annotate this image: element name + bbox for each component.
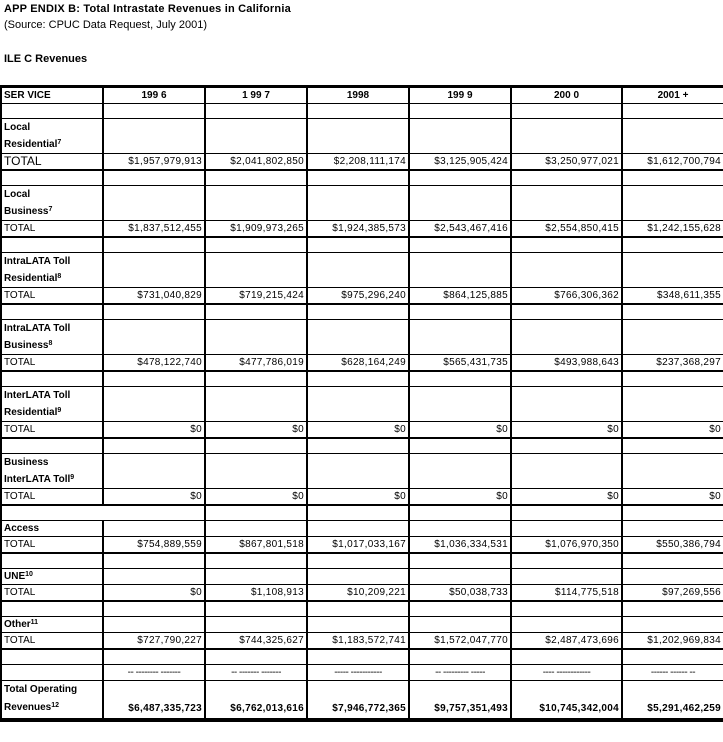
total-value: $864,125,885 bbox=[409, 288, 511, 305]
blank-cell bbox=[622, 186, 723, 221]
total-value: $1,017,033,167 bbox=[307, 537, 409, 554]
total-row bbox=[1, 537, 723, 554]
column-header-1997: 1 99 7 bbox=[205, 87, 307, 104]
total-value: $477,786,019 bbox=[205, 355, 307, 372]
blank-cell bbox=[307, 553, 409, 569]
grand-total-label-line2 bbox=[4, 699, 100, 717]
blank-cell bbox=[307, 304, 409, 320]
total-value: $0 bbox=[103, 489, 205, 506]
category-label-line1: Business bbox=[4, 457, 49, 468]
category-label-line2 bbox=[4, 136, 100, 153]
blank-cell bbox=[1, 438, 103, 454]
blank-cell bbox=[511, 505, 622, 521]
blank-cell bbox=[1, 104, 103, 119]
blank-cell bbox=[511, 617, 622, 633]
blank-cell bbox=[409, 649, 511, 665]
blank-cell bbox=[205, 569, 307, 585]
footnote-ref: 7 bbox=[48, 206, 53, 213]
total-value: $2,208,111,174 bbox=[307, 154, 409, 171]
category-label-text: Residential bbox=[4, 273, 58, 284]
total-label: TOTAL bbox=[1, 422, 103, 439]
blank-cell bbox=[205, 371, 307, 387]
blank-cell bbox=[622, 304, 723, 320]
blank-cell bbox=[205, 186, 307, 221]
blank-cell bbox=[622, 505, 723, 521]
footnote-ref: 10 bbox=[25, 571, 33, 578]
category-label bbox=[1, 119, 103, 154]
spacer-row bbox=[1, 371, 723, 387]
category-label-text: Other bbox=[4, 619, 31, 630]
total-value: $348,611,355 bbox=[622, 288, 723, 305]
blank-cell bbox=[205, 601, 307, 617]
category-row bbox=[1, 569, 723, 585]
blank-cell bbox=[103, 553, 205, 569]
total-value: $0 bbox=[409, 489, 511, 506]
category-label-line1: IntraLATA Toll bbox=[4, 323, 71, 334]
revenue-table bbox=[0, 85, 723, 722]
blank-cell bbox=[511, 371, 622, 387]
category-label-line2 bbox=[4, 471, 100, 488]
spacer-row bbox=[1, 649, 723, 665]
total-value: $0 bbox=[622, 489, 723, 506]
category-label-line2 bbox=[4, 337, 100, 354]
total-value: $0 bbox=[622, 422, 723, 439]
blank-cell bbox=[511, 119, 622, 154]
underline-dashes: ------ ------ -- bbox=[622, 665, 723, 681]
blank-cell bbox=[205, 237, 307, 253]
spacer-row bbox=[1, 438, 723, 454]
blank-cell bbox=[409, 569, 511, 585]
blank-cell bbox=[409, 119, 511, 154]
blank-cell bbox=[307, 104, 409, 119]
blank-cell bbox=[622, 104, 723, 119]
blank-cell bbox=[409, 304, 511, 320]
blank-cell bbox=[511, 104, 622, 119]
footnote-ref: 9 bbox=[70, 474, 75, 481]
total-value: $0 bbox=[307, 489, 409, 506]
blank-cell bbox=[1, 505, 205, 521]
total-value: $550,386,794 bbox=[622, 537, 723, 554]
blank-cell bbox=[307, 505, 409, 521]
column-header-1996: 199 6 bbox=[103, 87, 205, 104]
blank-cell bbox=[103, 104, 205, 119]
grand-total-row bbox=[1, 681, 723, 721]
underline-dashes: ---- ------------ bbox=[511, 665, 622, 681]
page-title: APP ENDIX B: Total Intrastate Revenues in California bbox=[4, 3, 291, 15]
blank-cell bbox=[622, 387, 723, 422]
category-row bbox=[1, 119, 723, 154]
blank-cell bbox=[307, 601, 409, 617]
blank-cell bbox=[205, 438, 307, 454]
total-value: $0 bbox=[103, 585, 205, 602]
total-value: $1,837,512,455 bbox=[103, 221, 205, 238]
category-label bbox=[1, 320, 103, 355]
blank-cell bbox=[511, 170, 622, 186]
category-label-line1: InterLATA Toll bbox=[4, 390, 71, 401]
total-value: $727,790,227 bbox=[103, 633, 205, 650]
category-label-line2 bbox=[4, 270, 100, 287]
blank-cell bbox=[307, 649, 409, 665]
total-row bbox=[1, 154, 723, 171]
total-label: TOTAL bbox=[1, 633, 103, 650]
blank-cell bbox=[409, 253, 511, 288]
total-label: TOTAL bbox=[1, 537, 103, 554]
total-value: $628,164,249 bbox=[307, 355, 409, 372]
total-row bbox=[1, 633, 723, 650]
footnote-ref: 8 bbox=[57, 273, 62, 280]
spacer-row bbox=[1, 505, 723, 521]
blank-cell bbox=[205, 553, 307, 569]
total-value: $1,076,970,350 bbox=[511, 537, 622, 554]
category-label-text: Residential bbox=[4, 139, 58, 150]
blank-cell bbox=[511, 454, 622, 489]
total-row bbox=[1, 288, 723, 305]
blank-cell bbox=[307, 454, 409, 489]
blank-cell bbox=[622, 601, 723, 617]
blank-cell bbox=[622, 253, 723, 288]
blank-cell bbox=[307, 371, 409, 387]
underline-row bbox=[1, 665, 723, 681]
total-value: $0 bbox=[511, 489, 622, 506]
total-value: $975,296,240 bbox=[307, 288, 409, 305]
blank-cell bbox=[409, 553, 511, 569]
blank-cell bbox=[307, 617, 409, 633]
spacer-row bbox=[1, 237, 723, 253]
column-header-1998: 1998 bbox=[307, 87, 409, 104]
category-label-line1: Local bbox=[4, 189, 31, 200]
blank-cell bbox=[103, 253, 205, 288]
blank-cell bbox=[622, 438, 723, 454]
grand-total-value: $5,291,462,259 bbox=[622, 681, 723, 721]
total-value: $2,041,802,850 bbox=[205, 154, 307, 171]
blank-cell bbox=[1, 553, 103, 569]
blank-cell bbox=[1, 601, 103, 617]
blank-cell bbox=[622, 371, 723, 387]
blank-cell bbox=[103, 237, 205, 253]
blank-cell bbox=[409, 237, 511, 253]
blank-cell bbox=[205, 505, 307, 521]
total-value: $97,269,556 bbox=[622, 585, 723, 602]
column-header-2000: 200 0 bbox=[511, 87, 622, 104]
total-value: $478,122,740 bbox=[103, 355, 205, 372]
blank-cell bbox=[622, 320, 723, 355]
total-value: $1,909,973,265 bbox=[205, 221, 307, 238]
total-value: $1,612,700,794 bbox=[622, 154, 723, 171]
spacer-row bbox=[1, 170, 723, 186]
underline-dashes: -- -------- ------- bbox=[103, 665, 205, 681]
total-value: $0 bbox=[307, 422, 409, 439]
blank-cell bbox=[103, 320, 205, 355]
total-value: $719,215,424 bbox=[205, 288, 307, 305]
footnote-ref: 12 bbox=[51, 702, 60, 709]
blank-cell bbox=[103, 304, 205, 320]
total-label: TOTAL bbox=[1, 154, 103, 171]
total-value: $1,036,334,531 bbox=[409, 537, 511, 554]
grand-total-value: $7,946,772,365 bbox=[307, 681, 409, 721]
footnote-ref: 8 bbox=[48, 340, 53, 347]
footnote-ref: 9 bbox=[57, 407, 62, 414]
blank-cell bbox=[1, 649, 103, 665]
blank-cell bbox=[622, 569, 723, 585]
category-label bbox=[1, 186, 103, 221]
total-value: $0 bbox=[205, 422, 307, 439]
blank-cell bbox=[1, 371, 103, 387]
blank-cell bbox=[103, 649, 205, 665]
category-row bbox=[1, 521, 723, 537]
category-label bbox=[1, 454, 103, 489]
underline-dashes: -- --------- ----- bbox=[409, 665, 511, 681]
blank-cell bbox=[307, 521, 409, 537]
blank-cell bbox=[1, 665, 103, 681]
total-label: TOTAL bbox=[1, 221, 103, 238]
blank-cell bbox=[205, 454, 307, 489]
blank-cell bbox=[307, 186, 409, 221]
blank-cell bbox=[409, 104, 511, 119]
source-note: (Source: CPUC Data Request, July 2001) bbox=[4, 19, 207, 31]
blank-cell bbox=[205, 119, 307, 154]
total-value: $1,202,969,834 bbox=[622, 633, 723, 650]
total-value: $754,889,559 bbox=[103, 537, 205, 554]
underline-dashes: -- ------- ------- bbox=[205, 665, 307, 681]
total-label: TOTAL bbox=[1, 489, 103, 506]
blank-cell bbox=[622, 617, 723, 633]
blank-cell bbox=[511, 320, 622, 355]
category-row bbox=[1, 617, 723, 633]
blank-cell bbox=[205, 649, 307, 665]
category-label bbox=[1, 387, 103, 422]
category-label bbox=[1, 617, 103, 633]
grand-total-value: $10,745,342,004 bbox=[511, 681, 622, 721]
blank-cell bbox=[511, 553, 622, 569]
blank-cell bbox=[307, 237, 409, 253]
grand-total-label-text: Revenues bbox=[4, 702, 52, 713]
blank-cell bbox=[622, 553, 723, 569]
total-value: $10,209,221 bbox=[307, 585, 409, 602]
category-label-text: InterLATA Toll bbox=[4, 474, 71, 485]
total-value: $3,125,905,424 bbox=[409, 154, 511, 171]
blank-cell bbox=[511, 253, 622, 288]
total-row bbox=[1, 585, 723, 602]
total-value: $0 bbox=[205, 489, 307, 506]
blank-cell bbox=[205, 521, 307, 537]
grand-total-value: $9,757,351,493 bbox=[409, 681, 511, 721]
blank-cell bbox=[409, 454, 511, 489]
category-label-line2 bbox=[4, 203, 100, 220]
blank-cell bbox=[409, 601, 511, 617]
blank-cell bbox=[622, 521, 723, 537]
total-value: $731,040,829 bbox=[103, 288, 205, 305]
total-label: TOTAL bbox=[1, 355, 103, 372]
total-label: TOTAL bbox=[1, 585, 103, 602]
blank-cell bbox=[205, 304, 307, 320]
footnote-ref: 11 bbox=[30, 619, 39, 626]
blank-cell bbox=[622, 649, 723, 665]
blank-cell bbox=[307, 438, 409, 454]
category-label-text: Business bbox=[4, 206, 49, 217]
blank-cell bbox=[1, 170, 103, 186]
blank-cell bbox=[307, 253, 409, 288]
category-row bbox=[1, 253, 723, 288]
total-value: $237,368,297 bbox=[622, 355, 723, 372]
blank-cell bbox=[103, 371, 205, 387]
blank-cell bbox=[307, 569, 409, 585]
category-row bbox=[1, 320, 723, 355]
total-value: $3,250,977,021 bbox=[511, 154, 622, 171]
blank-cell bbox=[103, 569, 205, 585]
spacer-row bbox=[1, 304, 723, 320]
blank-cell bbox=[409, 521, 511, 537]
blank-cell bbox=[409, 438, 511, 454]
category-row bbox=[1, 454, 723, 489]
grand-total-value: $6,487,335,723 bbox=[103, 681, 205, 721]
section-heading: ILE C Revenues bbox=[4, 53, 88, 65]
total-value: $744,325,627 bbox=[205, 633, 307, 650]
blank-cell bbox=[205, 104, 307, 119]
blank-cell bbox=[511, 521, 622, 537]
blank-cell bbox=[307, 119, 409, 154]
total-row bbox=[1, 221, 723, 238]
column-header-1999: 199 9 bbox=[409, 87, 511, 104]
blank-cell bbox=[622, 170, 723, 186]
total-value: $2,554,850,415 bbox=[511, 221, 622, 238]
blank-cell bbox=[511, 649, 622, 665]
blank-cell bbox=[409, 387, 511, 422]
blank-cell bbox=[622, 119, 723, 154]
total-value: $1,108,913 bbox=[205, 585, 307, 602]
blank-cell bbox=[409, 170, 511, 186]
blank-cell bbox=[103, 387, 205, 422]
category-label bbox=[1, 569, 103, 585]
total-value: $565,431,735 bbox=[409, 355, 511, 372]
total-value: $50,038,733 bbox=[409, 585, 511, 602]
total-value: $1,242,155,628 bbox=[622, 221, 723, 238]
blank-cell bbox=[511, 438, 622, 454]
blank-cell bbox=[511, 304, 622, 320]
blank-cell bbox=[307, 320, 409, 355]
blank-cell bbox=[103, 601, 205, 617]
grand-total-label bbox=[1, 681, 103, 721]
blank-cell bbox=[205, 387, 307, 422]
total-row bbox=[1, 422, 723, 439]
blank-cell bbox=[409, 371, 511, 387]
blank-cell bbox=[511, 387, 622, 422]
total-value: $766,306,362 bbox=[511, 288, 622, 305]
total-label: TOTAL bbox=[1, 288, 103, 305]
category-label-text: Business bbox=[4, 340, 49, 351]
category-label-line1: IntraLATA Toll bbox=[4, 256, 71, 267]
category-label-line2 bbox=[4, 404, 100, 421]
category-label-text: UNE bbox=[4, 571, 26, 582]
column-header-service: SER VICE bbox=[1, 87, 103, 104]
spacer-row bbox=[1, 104, 723, 119]
footnote-ref: 7 bbox=[57, 139, 62, 146]
spacer-row bbox=[1, 601, 723, 617]
category-label-text: Access bbox=[4, 523, 40, 534]
category-label-line1: Local bbox=[4, 122, 31, 133]
blank-cell bbox=[103, 119, 205, 154]
total-value: $867,801,518 bbox=[205, 537, 307, 554]
blank-cell bbox=[511, 186, 622, 221]
total-row bbox=[1, 355, 723, 372]
blank-cell bbox=[103, 617, 205, 633]
total-value: $0 bbox=[409, 422, 511, 439]
total-value: $0 bbox=[511, 422, 622, 439]
blank-cell bbox=[622, 237, 723, 253]
total-value: $1,572,047,770 bbox=[409, 633, 511, 650]
blank-cell bbox=[511, 237, 622, 253]
underline-dashes: ----- ----------- bbox=[307, 665, 409, 681]
blank-cell bbox=[205, 253, 307, 288]
blank-cell bbox=[622, 454, 723, 489]
total-value: $1,957,979,913 bbox=[103, 154, 205, 171]
total-value: $1,924,385,573 bbox=[307, 221, 409, 238]
total-row bbox=[1, 489, 723, 506]
blank-cell bbox=[103, 438, 205, 454]
blank-cell bbox=[409, 186, 511, 221]
blank-cell bbox=[307, 387, 409, 422]
total-value: $1,183,572,741 bbox=[307, 633, 409, 650]
total-value: $2,543,467,416 bbox=[409, 221, 511, 238]
blank-cell bbox=[409, 320, 511, 355]
category-row bbox=[1, 186, 723, 221]
total-value: $0 bbox=[103, 422, 205, 439]
total-value: $2,487,473,696 bbox=[511, 633, 622, 650]
blank-cell bbox=[409, 505, 511, 521]
blank-cell bbox=[307, 170, 409, 186]
table-header-row bbox=[1, 87, 723, 104]
blank-cell bbox=[409, 617, 511, 633]
grand-total-label-line1: Total Operating bbox=[4, 684, 78, 695]
blank-cell bbox=[1, 304, 103, 320]
column-header-2001: 2001 + bbox=[622, 87, 723, 104]
blank-cell bbox=[103, 186, 205, 221]
category-label-text: Residential bbox=[4, 407, 58, 418]
spacer-row bbox=[1, 553, 723, 569]
blank-cell bbox=[205, 170, 307, 186]
blank-cell bbox=[103, 454, 205, 489]
blank-cell bbox=[511, 601, 622, 617]
total-value: $493,988,643 bbox=[511, 355, 622, 372]
category-label bbox=[1, 521, 103, 537]
blank-cell bbox=[205, 617, 307, 633]
grand-total-value: $6,762,013,616 bbox=[205, 681, 307, 721]
blank-cell bbox=[1, 237, 103, 253]
blank-cell bbox=[511, 569, 622, 585]
category-row bbox=[1, 387, 723, 422]
blank-cell bbox=[205, 320, 307, 355]
total-value: $114,775,518 bbox=[511, 585, 622, 602]
blank-cell bbox=[103, 170, 205, 186]
category-label bbox=[1, 253, 103, 288]
blank-cell bbox=[103, 521, 205, 537]
